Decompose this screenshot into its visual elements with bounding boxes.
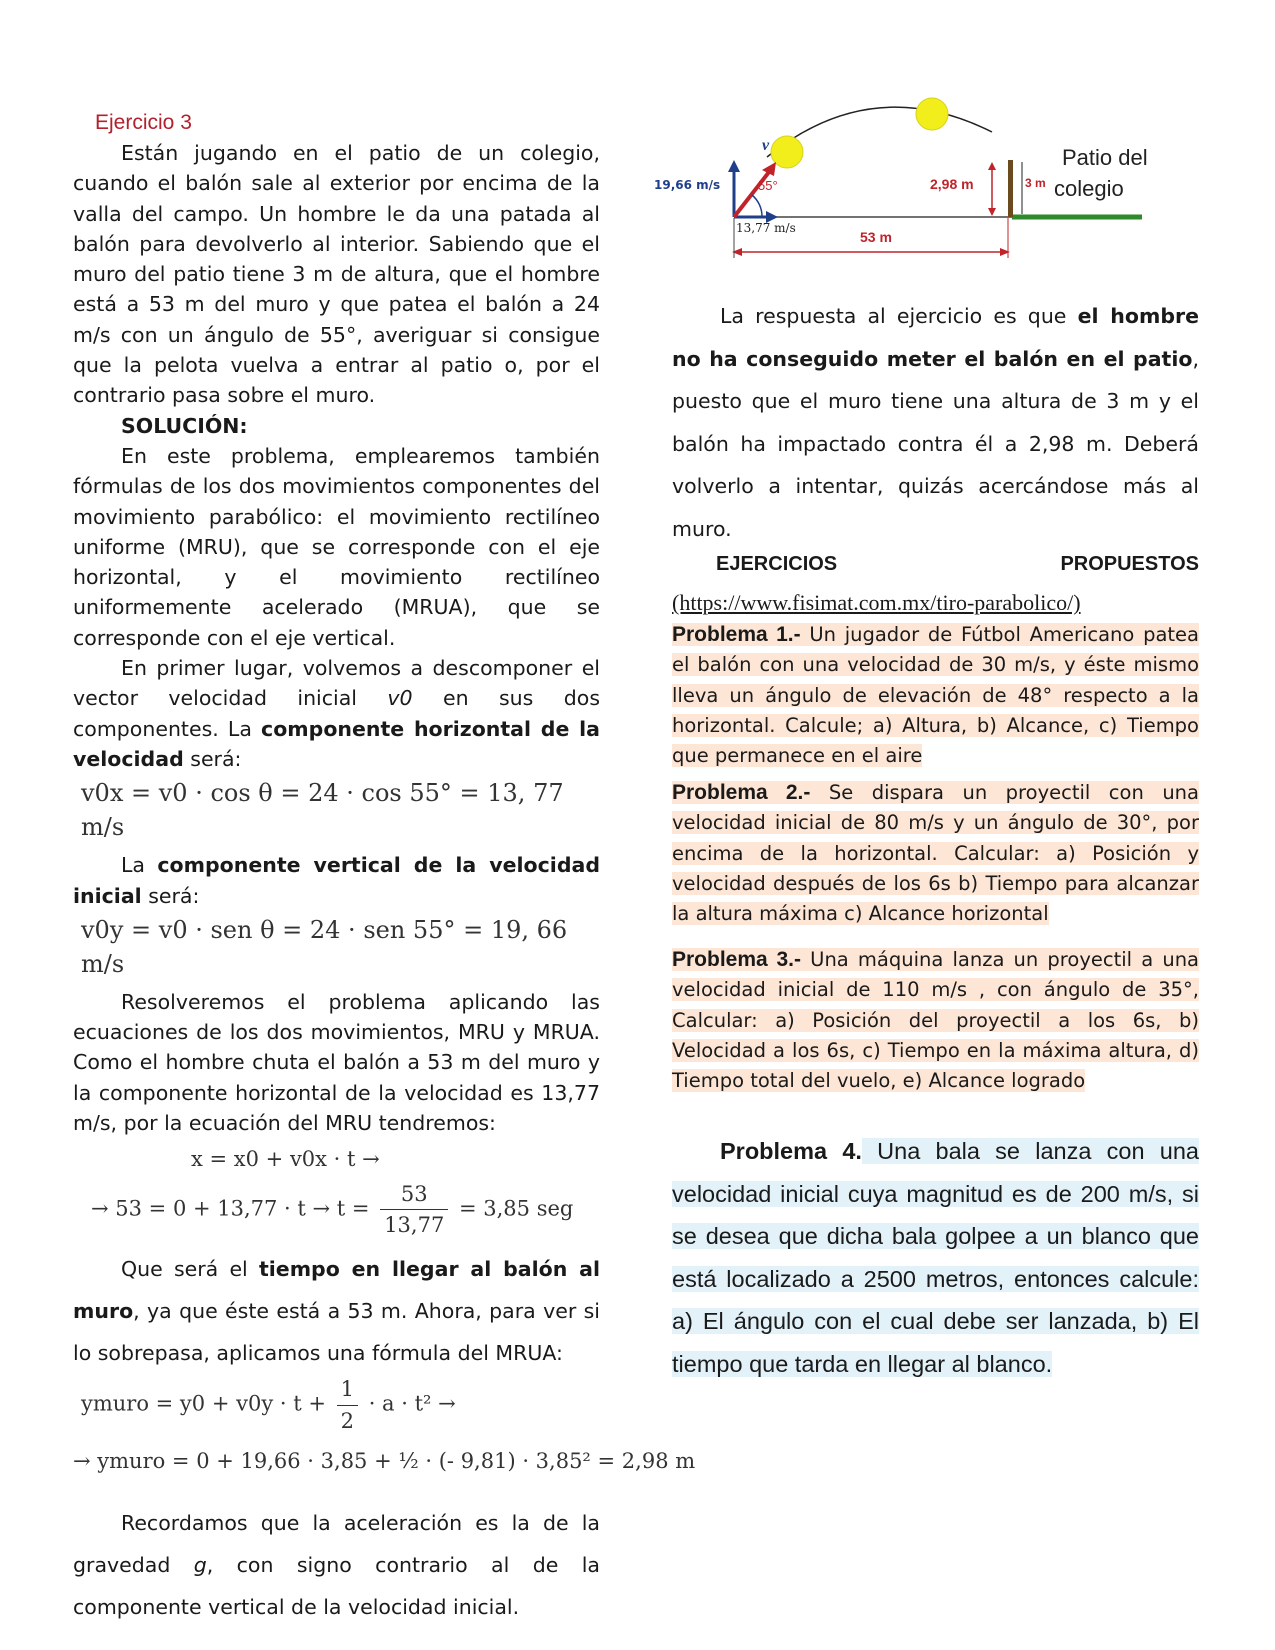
problem-label: Problema 2.- [672, 781, 811, 804]
wall [1008, 160, 1013, 217]
numerator: 1 [337, 1374, 358, 1405]
exercise-statement: Están jugando en el patio de un colegio, cuando el balón sale al exterior por encima de la valla del campo. Un hombre le da una patada al balón para devolverlo al interior. Sabiendo que el muro del patio tiene 3 m de altura, que el hombre está a 53 m del muro y que patea el balón a 24 m/s con un ángulo de 55°, averiguar si consigue que la pelota vuelva a entrar al patio o, por el contrario pasa sobre el muro. [73, 141, 600, 408]
bold-run: tiempo en llegar al balón al muro [73, 1257, 600, 1324]
wall-height-label: 3 m [1025, 176, 1046, 190]
equation-ymuro: → ymuro = 0 + 19,66 · 3,85 + ½ · (- 9,81) · 3,85² = 2,98 m [73, 1448, 696, 1473]
problem-1-highlight [672, 623, 1199, 767]
text-run: , puesto que el muro tiene una altura de 3 m y el balón ha impactado contra él a 2,98 m. Deberá volverlo a intentar, quizás acercándose más al muro. [672, 346, 1199, 541]
problem-text: Una máquina lanza un proyectil a una velocidad inicial de 110 m/s , con ángulo de 35°, Calcular: a) Posición del proyectil a los 6s, b) Velocidad a los 6s, c) Tiempo en la máxima altura, d) Tiempo total del vuelo, e) Alcance logrado [672, 948, 1200, 1093]
v0-symbol: v0 [387, 686, 413, 711]
problem-2-highlight [672, 781, 1199, 925]
text-run: Recordamos que la aceleración es la de la gravedad [73, 1511, 600, 1578]
solution-heading: SOLUCIÓN: [121, 413, 248, 438]
problem-3 [672, 945, 1199, 1096]
projectile-diagram [654, 92, 1212, 282]
patio-label-line2: colegio [1054, 176, 1124, 201]
eq-part: ymuro = y0 + v0y · t + [81, 1391, 326, 1416]
fraction [337, 1374, 358, 1436]
text-run: Que será el [121, 1257, 259, 1282]
bold-run: componente horizontal de la velocidad [73, 716, 600, 771]
heading-left: EJERCICIOS [716, 553, 838, 575]
bold-run: el hombre no ha conseguido meter el balón en el patio [672, 304, 1200, 371]
solution-paragraph-6 [73, 1502, 600, 1628]
arrowhead-icon [728, 160, 740, 172]
solution-paragraph-5 [73, 1248, 600, 1374]
eq-part: = 3,85 seg [459, 1195, 574, 1220]
equation-mrua [81, 1374, 600, 1436]
vc-label: v [762, 137, 770, 154]
patio-label-line1: Patio del [1062, 145, 1148, 170]
fraction [380, 1179, 448, 1241]
solution-paragraph-1: En este problema, emplearemos también fórmulas de los dos movimientos componentes del movimiento parabólico: el movimiento rectilíneo uniforme (MRU), que se corresponde con el eje horizontal, y el movimiento rectilíneo uniformemente acelerado (MRUA), que se corresponde con el eje vertical. [73, 443, 600, 650]
arrowhead-icon [988, 208, 996, 216]
denominator: 13,77 [384, 1212, 445, 1237]
bold-run: componente vertical de la velocidad inicial [73, 853, 601, 908]
g-symbol: g [193, 1553, 207, 1578]
problem-3-highlight [672, 948, 1199, 1092]
equation-v0x: v0x = v0 · cos θ = 24 · cos 55° = 13, 77 m/s [81, 779, 564, 842]
solution-paragraph-4: Resolveremos el problema aplicando las ecuaciones de los dos movimientos, MRU y MRUA. Como el hombre chuta el balón a 53 m del muro y la componente horizontal de la velocidad es 13,77 m/s, por la ecuación del MRU tendremos: [73, 989, 600, 1136]
text-run: En primer lugar, volvemos a descomponer el vector velocidad inicial [73, 656, 600, 711]
problem-text: Un jugador de Fútbol Americano patea el balón con una velocidad de 30 m/s, y éste mismo lleva un ángulo de elevación de 48° respecto a la horizontal. Calcule; a) Altura, b) Alcance, c) Tiempo que permanece en el aire [672, 623, 1200, 768]
solution-paragraph-2 [73, 653, 600, 774]
problem-4 [672, 1130, 1199, 1385]
problem-1 [672, 620, 1199, 771]
heading-right: PROPUESTOS [1060, 553, 1199, 575]
numerator: 53 [380, 1179, 448, 1210]
vx-label: 13,77 m/s [736, 221, 796, 235]
distance-label: 53 m [860, 229, 892, 245]
answer-paragraph [672, 295, 1199, 550]
exercises-heading [672, 553, 1199, 576]
solution-paragraph-3 [73, 850, 600, 911]
text-run: en sus dos componentes. La [73, 686, 600, 741]
text-run: La respuesta al ejercicio es que [720, 304, 1078, 328]
denominator: 2 [340, 1408, 354, 1433]
problem-text: Una bala se lanza con una velocidad inicial cuya magnitud es de 200 m/s, si se desea que dicha bala golpee a un blanco que está localizado a 2500 metros, entonces calcule: a) El ángulo con el cual debe ser lanzada, b) El tiempo que tarda en llegar al blanco. [672, 1138, 1199, 1377]
problem-2 [672, 778, 1199, 929]
problem-label: Problema 4. [720, 1138, 862, 1164]
text-run: , ya que éste está a 53 m. Ahora, para ver si lo sobrepasa, aplicamos una fórmula del MRUA: [73, 1299, 600, 1366]
ball-icon [916, 98, 948, 130]
exercise-title: Ejercicio 3 [95, 111, 192, 134]
equation-v0y: v0y = v0 · sen θ = 24 · sen 55° = 19, 66 m/s [81, 915, 568, 978]
angle-label: 55° [758, 178, 778, 193]
problem-label: Problema 1.- [672, 623, 801, 646]
text-run: La [121, 853, 158, 878]
text-run: será: [141, 883, 200, 908]
angle-arc [752, 195, 762, 217]
text-run: será: [183, 746, 242, 771]
eq-part: · a · t² → [368, 1391, 456, 1416]
fisimat-link[interactable]: (https://www.fisimat.com.mx/tiro-parabolico/) [672, 590, 1081, 615]
eq-part: → 53 = 0 + 13,77 · t → t = [91, 1195, 370, 1220]
equation-time [91, 1179, 600, 1241]
left-column [73, 108, 696, 1628]
impact-height-label: 2,98 m [930, 176, 974, 192]
source-link [672, 590, 1081, 616]
vy-label: 19,66 m/s [654, 178, 721, 192]
equation-mru: x = x0 + v0x · t → [191, 1147, 380, 1172]
arrowhead-icon [988, 162, 996, 170]
problem-label: Problema 3.- [672, 948, 802, 971]
problem-text: Se dispara un proyectil con una velocidad inicial de 80 m/s y un ángulo de 30°, por encima de la horizontal. Calcular: a) Posición y velocidad después de los 6s b) Tiempo para alcanzar la altura máxima c) Alcance horizontal [672, 781, 1199, 926]
text-run: , con signo contrario al de la componente vertical de la velocidad inicial. [73, 1553, 600, 1620]
